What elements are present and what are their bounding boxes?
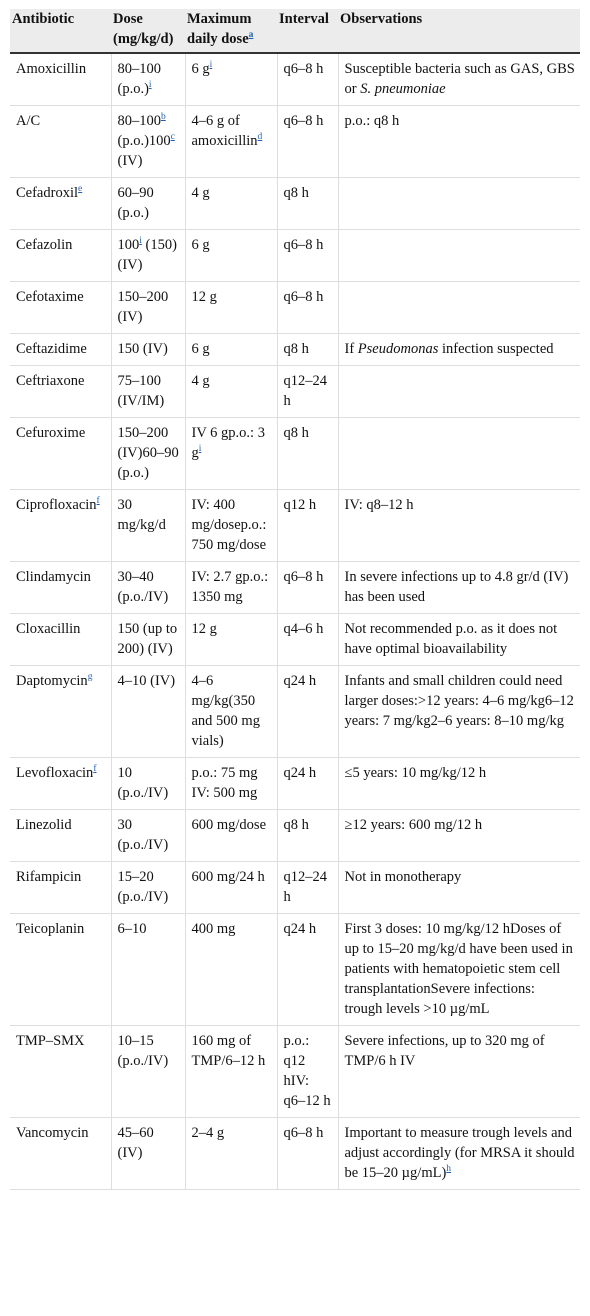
cell-interval: q12 h bbox=[277, 490, 338, 562]
cell-observations: IV: q8–12 h bbox=[338, 490, 580, 562]
footnote-link[interactable]: d bbox=[257, 132, 263, 143]
cell-dose: 60–90 (p.o.) bbox=[111, 178, 185, 230]
cell-max-dose: 6 g bbox=[185, 230, 277, 282]
table-header-row bbox=[10, 9, 580, 53]
cell-antibiotic: A/C bbox=[10, 106, 111, 178]
footnote-link[interactable]: i bbox=[198, 444, 202, 455]
cell-dose: 100$^i$ (150) (IV) bbox=[111, 230, 185, 282]
footnote-link[interactable]: i bbox=[209, 60, 213, 71]
cell-antibiotic: Rifampicin bbox=[10, 862, 111, 914]
cell-max-dose: 2–4 g bbox=[185, 1118, 277, 1190]
cell-dose: 45–60 (IV) bbox=[111, 1118, 185, 1190]
table-row bbox=[10, 614, 580, 666]
table-row bbox=[10, 334, 580, 366]
cell-antibiotic: Vancomycin bbox=[10, 1118, 111, 1190]
cell-max-dose: 4–6 mg/kg(350 and 500 mg vials) bbox=[185, 666, 277, 758]
footnote-link[interactable]: b bbox=[161, 112, 166, 123]
footnote-link[interactable]: h bbox=[446, 1164, 452, 1175]
cell-observations: Severe infections, up to 320 mg of TMP/6 h IV bbox=[338, 1026, 580, 1118]
cell-max-dose: 6 g bbox=[185, 334, 277, 366]
cell-dose: 6–10 bbox=[111, 914, 185, 1026]
header-observations: Observations bbox=[338, 9, 580, 53]
table-row bbox=[10, 106, 580, 178]
table-row bbox=[10, 53, 580, 106]
cell-dose: 4–10 (IV) bbox=[111, 666, 185, 758]
cell-dose: 150 (up to 200) (IV) bbox=[111, 614, 185, 666]
cell-interval: q8 h bbox=[277, 418, 338, 490]
cell-max-dose: 4 g bbox=[185, 178, 277, 230]
cell-max-dose: 12 g bbox=[185, 282, 277, 334]
cell-antibiotic: Amoxicillin bbox=[10, 53, 111, 106]
cell-antibiotic: Cefotaxime bbox=[10, 282, 111, 334]
cell-observations: ≥12 years: 600 mg/12 h bbox=[338, 810, 580, 862]
cell-antibiotic: Ciprofloxacin$^f$ bbox=[10, 490, 111, 562]
footnote-link[interactable]: i bbox=[139, 236, 142, 247]
cell-observations: Not recommended p.o. as it does not have optimal bioavailability bbox=[338, 614, 580, 666]
footnote-link[interactable]: i bbox=[148, 80, 152, 91]
cell-dose: 80–100$^b$ (p.o.)100$^c$ (IV) bbox=[111, 106, 185, 178]
table-row bbox=[10, 1118, 580, 1190]
cell-observations: ≤5 years: 10 mg/kg/12 h bbox=[338, 758, 580, 810]
cell-observations: Not in monotherapy bbox=[338, 862, 580, 914]
table-row bbox=[10, 758, 580, 810]
header-max-dose: Maximum daily dose$^a$ bbox=[185, 9, 277, 53]
cell-max-dose: 12 g bbox=[185, 614, 277, 666]
table-row bbox=[10, 1026, 580, 1118]
cell-observations: Infants and small children could need larger doses:>12 years: 4–6 mg/kg6–12 years: 7 mg/kg2–6 years: 8–10 mg/kg bbox=[338, 666, 580, 758]
cell-observations bbox=[338, 366, 580, 418]
header-antibiotic: Antibiotic bbox=[10, 9, 111, 53]
table-row bbox=[10, 418, 580, 490]
footnote-link[interactable]: g bbox=[87, 672, 93, 683]
cell-interval: q6–8 h bbox=[277, 1118, 338, 1190]
cell-dose: 10 (p.o./IV) bbox=[111, 758, 185, 810]
cell-dose: 15–20 (p.o./IV) bbox=[111, 862, 185, 914]
cell-interval: q12–24 h bbox=[277, 366, 338, 418]
table-row bbox=[10, 914, 580, 1026]
cell-antibiotic: Cefadroxil$^e$ bbox=[10, 178, 111, 230]
table-row bbox=[10, 230, 580, 282]
footnote-link[interactable]: a bbox=[248, 30, 254, 41]
cell-observations bbox=[338, 178, 580, 230]
cell-dose: 30 mg/kg/d bbox=[111, 490, 185, 562]
footnote-link[interactable]: f bbox=[93, 764, 97, 775]
cell-dose: 150–200 (IV)60–90 (p.o.) bbox=[111, 418, 185, 490]
cell-antibiotic: Ceftriaxone bbox=[10, 366, 111, 418]
cell-antibiotic: Cloxacillin bbox=[10, 614, 111, 666]
cell-max-dose: IV: 400 mg/dosep.o.: 750 mg/dose bbox=[185, 490, 277, 562]
cell-dose: 80–100 (p.o.)$^i$ bbox=[111, 53, 185, 106]
cell-observations bbox=[338, 282, 580, 334]
cell-max-dose: 600 mg/dose bbox=[185, 810, 277, 862]
cell-interval: q8 h bbox=[277, 810, 338, 862]
table-row bbox=[10, 810, 580, 862]
footnote-link[interactable]: f bbox=[96, 496, 100, 507]
cell-interval: q6–8 h bbox=[277, 562, 338, 614]
cell-antibiotic: Clindamycin bbox=[10, 562, 111, 614]
table-row bbox=[10, 366, 580, 418]
cell-interval: q6–8 h bbox=[277, 230, 338, 282]
cell-observations: In severe infections up to 4.8 gr/d (IV) has been used bbox=[338, 562, 580, 614]
header-interval: Interval bbox=[277, 9, 338, 53]
cell-antibiotic: TMP–SMX bbox=[10, 1026, 111, 1118]
cell-max-dose: 4 g bbox=[185, 366, 277, 418]
cell-max-dose: p.o.: 75 mg IV: 500 mg bbox=[185, 758, 277, 810]
cell-interval: q8 h bbox=[277, 178, 338, 230]
cell-dose: 30–40 (p.o./IV) bbox=[111, 562, 185, 614]
cell-observations: p.o.: q8 h bbox=[338, 106, 580, 178]
table-row bbox=[10, 178, 580, 230]
header-dose: Dose (mg/kg/d) bbox=[111, 9, 185, 53]
cell-antibiotic: Linezolid bbox=[10, 810, 111, 862]
cell-interval: q6–8 h bbox=[277, 106, 338, 178]
antibiotic-dosing-table bbox=[10, 9, 580, 1190]
cell-observations bbox=[338, 418, 580, 490]
cell-interval: q24 h bbox=[277, 758, 338, 810]
cell-max-dose: IV: 2.7 gp.o.: 1350 mg bbox=[185, 562, 277, 614]
cell-max-dose: 160 mg of TMP/6–12 h bbox=[185, 1026, 277, 1118]
cell-antibiotic: Daptomycin$^g$ bbox=[10, 666, 111, 758]
cell-antibiotic: Teicoplanin bbox=[10, 914, 111, 1026]
cell-observations: If Pseudomonas infection suspected bbox=[338, 334, 580, 366]
cell-max-dose: 400 mg bbox=[185, 914, 277, 1026]
cell-interval: q24 h bbox=[277, 914, 338, 1026]
cell-interval: q6–8 h bbox=[277, 53, 338, 106]
cell-interval: q12–24 h bbox=[277, 862, 338, 914]
table-row bbox=[10, 490, 580, 562]
cell-interval: q4–6 h bbox=[277, 614, 338, 666]
table-row bbox=[10, 562, 580, 614]
cell-max-dose: 600 mg/24 h bbox=[185, 862, 277, 914]
cell-dose: 150–200 (IV) bbox=[111, 282, 185, 334]
cell-max-dose: 4–6 g of amoxicillin$^d$ bbox=[185, 106, 277, 178]
table-row bbox=[10, 282, 580, 334]
cell-max-dose: IV 6 gp.o.: 3 g$^i$ bbox=[185, 418, 277, 490]
cell-dose: 150 (IV) bbox=[111, 334, 185, 366]
cell-antibiotic: Ceftazidime bbox=[10, 334, 111, 366]
cell-antibiotic: Levofloxacin$^f$ bbox=[10, 758, 111, 810]
cell-observations: Important to measure trough levels and adjust accordingly (for MRSA it should be 15–20 µg/mL)$^h$ bbox=[338, 1118, 580, 1190]
cell-interval: q6–8 h bbox=[277, 282, 338, 334]
table-row bbox=[10, 862, 580, 914]
cell-observations bbox=[338, 230, 580, 282]
cell-interval: q8 h bbox=[277, 334, 338, 366]
cell-interval: p.o.: q12 hIV: q6–12 h bbox=[277, 1026, 338, 1118]
cell-dose: 30 (p.o./IV) bbox=[111, 810, 185, 862]
cell-antibiotic: Cefazolin bbox=[10, 230, 111, 282]
footnote-link[interactable]: c bbox=[170, 132, 175, 143]
cell-interval: q24 h bbox=[277, 666, 338, 758]
footnote-link[interactable]: e bbox=[78, 184, 83, 195]
cell-dose: 10–15 (p.o./IV) bbox=[111, 1026, 185, 1118]
cell-antibiotic: Cefuroxime bbox=[10, 418, 111, 490]
cell-max-dose: 6 g$^i$ bbox=[185, 53, 277, 106]
cell-dose: 75–100 (IV/IM) bbox=[111, 366, 185, 418]
cell-observations: Susceptible bacteria such as GAS, GBS or S. pneumoniae bbox=[338, 53, 580, 106]
cell-observations: First 3 doses: 10 mg/kg/12 hDoses of up to 15–20 mg/kg/d have been used in patients with hematopoietic stem cell transplantationSevere infections: trough levels >10 µg/mL bbox=[338, 914, 580, 1026]
table-row bbox=[10, 666, 580, 758]
